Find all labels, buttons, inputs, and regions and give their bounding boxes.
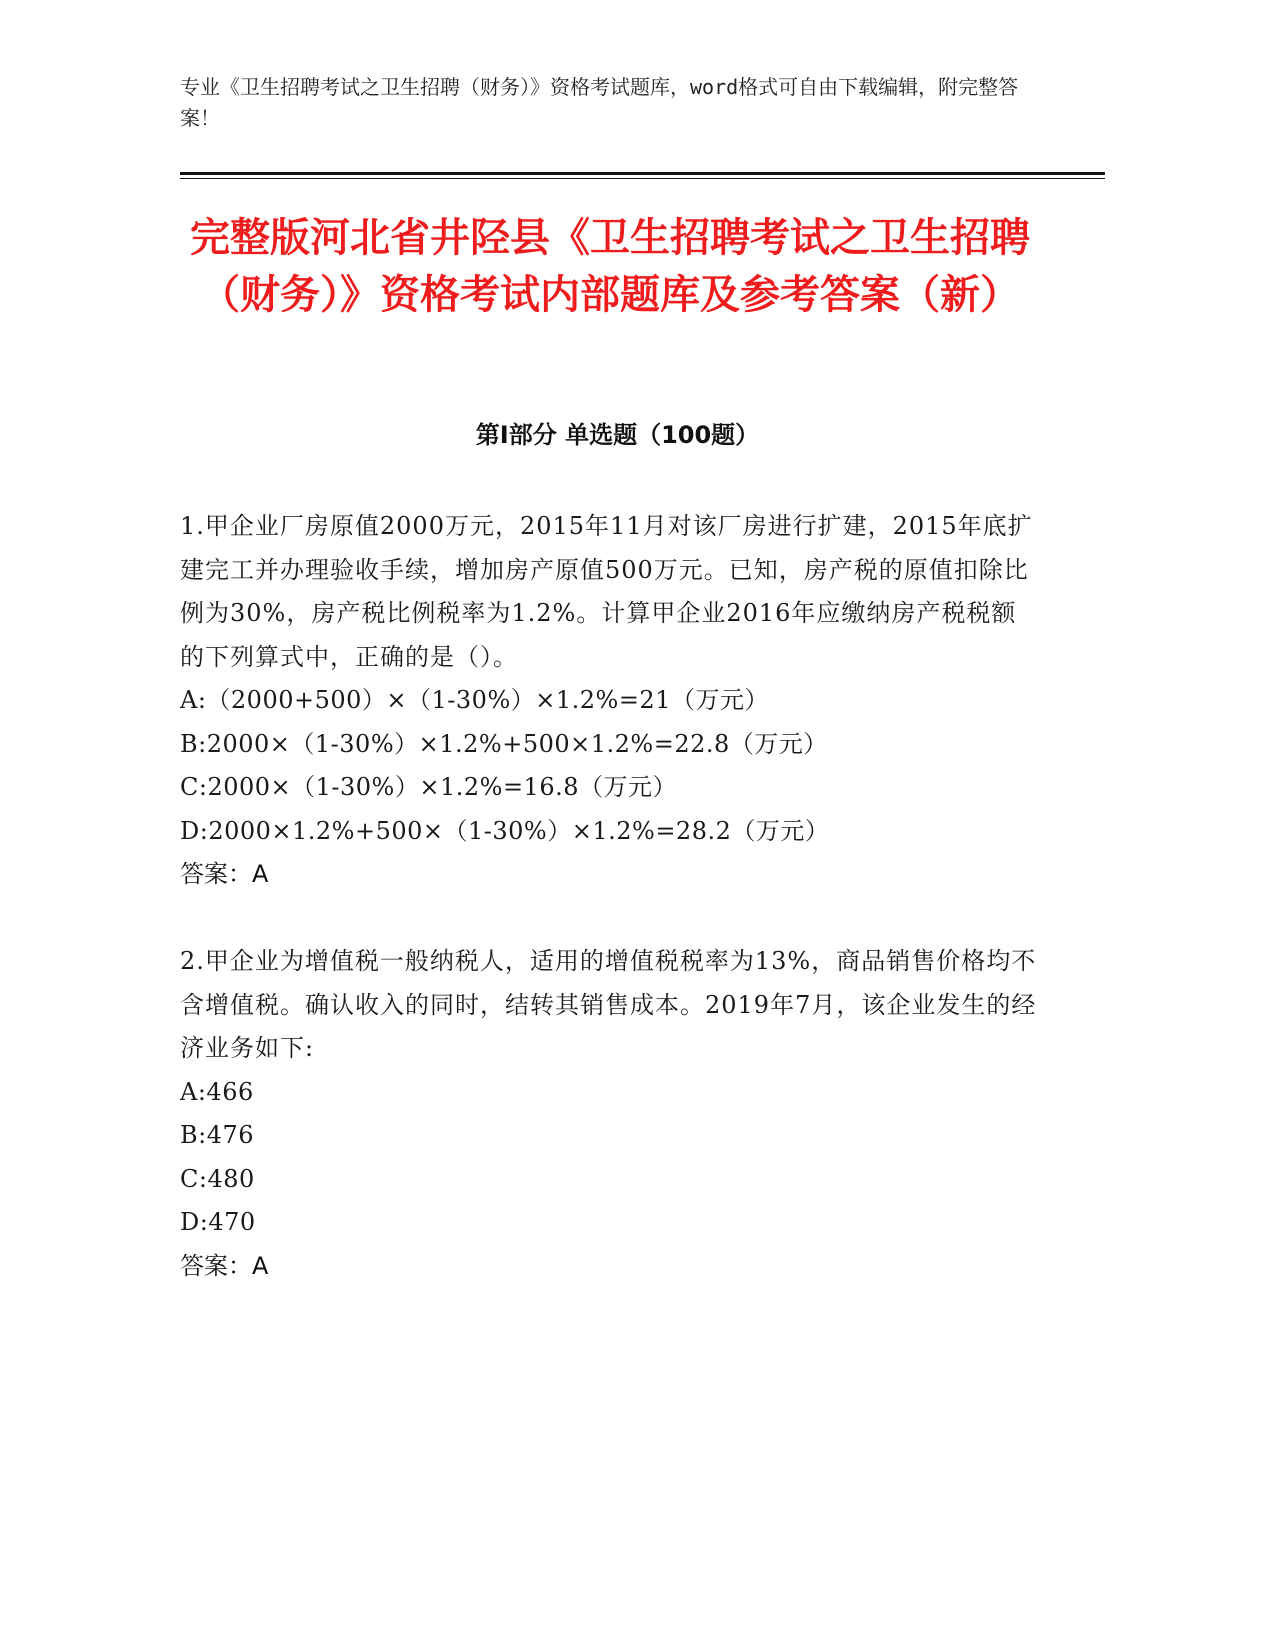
option-b: B:476 xyxy=(180,1121,255,1149)
header-divider-thick xyxy=(180,172,1105,175)
answer: 答案：A xyxy=(180,860,269,888)
question-2 xyxy=(180,940,1040,1288)
option-a: A:（2000+500）×（1-30%）×1.2%=21（万元） xyxy=(180,686,769,714)
option-d: D:470 xyxy=(180,1208,256,1236)
answer: 答案：A xyxy=(180,1251,269,1280)
question-stem: 2.甲企业为增值税一般纳税人，适用的增值税税率为13%，商品销售价格均不含增值税。确认收入的同时，结转其销售成本。2019年7月，该企业发生的经济业务如下: xyxy=(180,947,1037,1062)
header-note: 专业《卫生招聘考试之卫生招聘（财务）》资格考试题库，word格式可自由下载编辑，附完整答案！ xyxy=(180,75,1019,130)
question-stem: 1.甲企业厂房原值2000万元，2015年11月对该厂房进行扩建，2015年底扩建完工并办理验收手续，增加房产原值500万元。已知，房产税的原值扣除比例为30%，房产税比例税率为1.2%。计算甲企业2016年应缴纳房产税税额的下列算式中，正确的是（）。 xyxy=(180,512,1033,671)
section-heading: 第Ⅰ部分 单选题（100题） xyxy=(475,421,760,449)
header-divider-thin xyxy=(180,178,1105,179)
option-a: A:466 xyxy=(180,1077,254,1106)
question-1 xyxy=(180,505,1040,897)
option-c: C:2000×（1-30%）×1.2%=16.8（万元） xyxy=(180,773,677,801)
option-c: C:480 xyxy=(180,1164,255,1193)
option-b: B:2000×（1-30%）×1.2%+500×1.2%=22.8（万元） xyxy=(180,729,828,758)
document-title: 完整版河北省井陉县《卫生招聘考试之卫生招聘（财务）》资格考试内部题库及参考答案（新） xyxy=(190,215,1030,318)
option-d: D:2000×1.2%+500×（1-30%）×1.2%=28.2（万元） xyxy=(180,816,830,845)
